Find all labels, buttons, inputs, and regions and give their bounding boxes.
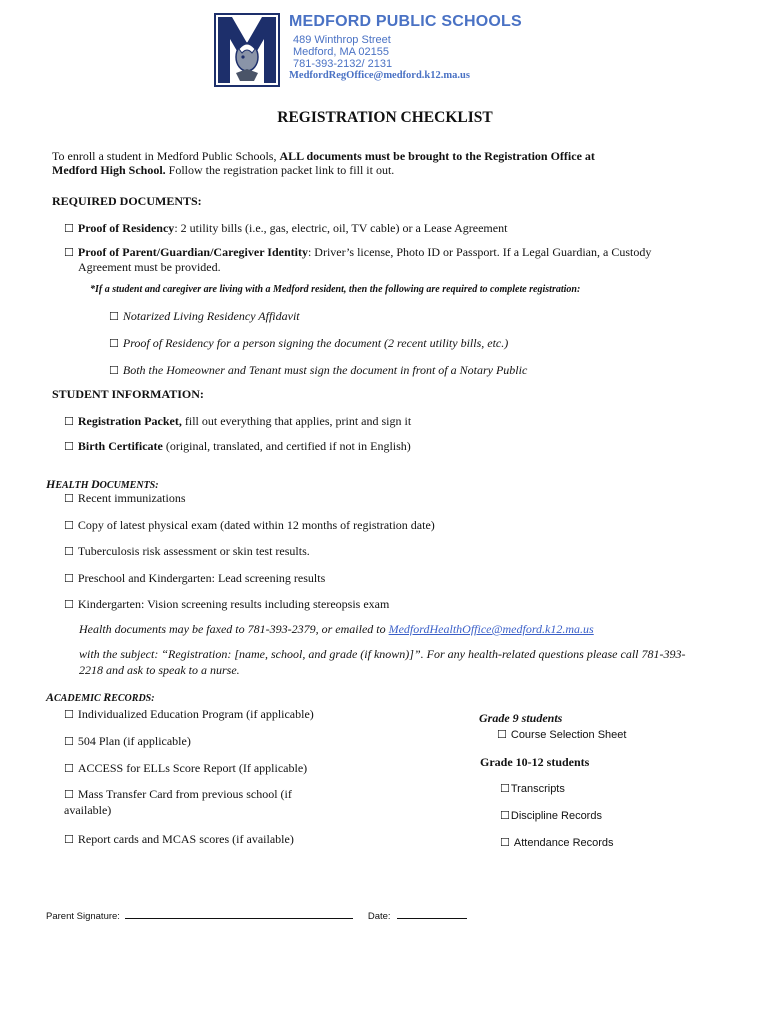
health-item-physical-exam: ☐ Copy of latest physical exam (dated within 12 months of registration date) — [64, 518, 435, 532]
checkbox-icon: ☐ — [64, 440, 74, 453]
checkbox-icon: ☐ — [64, 762, 74, 775]
date-line[interactable] — [397, 918, 467, 919]
academic-item-504: ☐ 504 Plan (if applicable) — [64, 734, 191, 748]
health-documents-heading: HEALTH DOCUMENTS: — [46, 477, 159, 491]
checkbox-icon: ☐ — [64, 519, 74, 532]
checkbox-icon: ☐ — [500, 809, 510, 822]
academic-item-report-cards: ☐ Report cards and MCAS scores (if available) — [64, 832, 294, 846]
grade-9-heading: Grade 9 students — [479, 711, 563, 725]
checkbox-icon: ☐ — [109, 337, 119, 350]
phone-number: 781-393-2132/ 2131 — [293, 58, 393, 70]
signature-line[interactable] — [125, 918, 353, 919]
checkbox-icon: ☐ — [64, 833, 74, 846]
checkbox-icon: ☐ — [109, 310, 119, 323]
address-street: 489 Winthrop Street — [293, 34, 391, 46]
medford-resident-note: *If a student and caregiver are living with a Medford resident, then the following are required to complete registration: — [90, 284, 581, 295]
grade10-item-transcripts: ☐Transcripts — [500, 782, 565, 795]
grade10-item-attendance: ☐ Attendance Records — [500, 836, 614, 849]
checkbox-icon: ☐ — [64, 788, 74, 801]
checkbox-icon: ☐ — [64, 735, 74, 748]
address-city: Medford, MA 02155 — [293, 46, 390, 58]
checkbox-icon: ☐ — [64, 598, 74, 611]
health-item-immunizations: ☐ Recent immunizations — [64, 491, 186, 505]
signature-row — [46, 911, 467, 922]
school-name: MEDFORD PUBLIC SCHOOLS — [289, 13, 522, 30]
health-item-vision-screening: ☐ Kindergarten: Vision screening results including stereopsis exam — [64, 597, 390, 611]
grade10-item-discipline: ☐Discipline Records — [500, 809, 602, 822]
registration-email: MedfordRegOffice@medford.k12.ma.us — [289, 70, 470, 81]
intro-line-2: Medford High School. Follow the registration packet link to fill it out. — [52, 163, 395, 177]
academic-records-heading: ACADEMIC RECORDS: — [46, 690, 155, 704]
checkbox-icon: ☐ — [109, 364, 119, 377]
academic-item-transfer-card: ☐ Mass Transfer Card from previous school (if — [64, 787, 292, 801]
student-information-heading: STUDENT INFORMATION: — [52, 387, 204, 401]
grade9-item-course-selection: ☐ Course Selection Sheet — [497, 728, 627, 741]
checkbox-icon: ☐ — [500, 836, 510, 849]
grade-10-12-heading: Grade 10-12 students — [480, 755, 590, 769]
health-office-email-link[interactable]: MedfordHealthOffice@medford.k12.ma.us — [388, 622, 594, 636]
academic-item-access: ☐ ACCESS for ELLs Score Report (If applicable) — [64, 761, 308, 775]
checkbox-icon: ☐ — [64, 572, 74, 585]
health-subject-line-2: 2218 and ask to speak to a nurse. — [79, 663, 240, 677]
sub-item-affidavit: ☐ Notarized Living Residency Affidavit — [109, 309, 300, 323]
health-item-tuberculosis: ☐ Tuberculosis risk assessment or skin test results. — [64, 544, 310, 558]
intro-line-1: To enroll a student in Medford Public Schools, ALL documents must be brought to the Registration Office at — [52, 149, 595, 163]
checklist-item-residency: ☐ Proof of Residency: 2 utility bills (i.e., gas, electric, oil, TV cable) or a Lease Agreement — [64, 221, 508, 235]
checkbox-icon: ☐ — [64, 708, 74, 721]
medford-logo — [214, 13, 280, 87]
health-fax-note: Health documents may be faxed to 781-393-2379, or emailed to MedfordHealthOffice@medford.k12.ma.us — [79, 622, 594, 636]
checklist-item-registration-packet: ☐ Registration Packet, fill out everything that applies, print and sign it — [64, 414, 412, 428]
page-title: REGISTRATION CHECKLIST — [277, 109, 493, 126]
required-documents-heading: REQUIRED DOCUMENTS: — [52, 194, 202, 208]
date-label: Date: — [367, 911, 391, 922]
checkbox-icon: ☐ — [497, 728, 507, 741]
checkbox-icon: ☐ — [64, 415, 74, 428]
checklist-item-birth-certificate: ☐ Birth Certificate (original, translated, and certified if not in English) — [64, 439, 411, 453]
checkbox-icon: ☐ — [64, 246, 74, 259]
checklist-item-identity: ☐ Proof of Parent/Guardian/Caregiver Identity: Driver’s license, Photo ID or Passport. If a Legal Guardian, a Custody — [64, 245, 652, 259]
transfer-card-continued: available) — [64, 803, 112, 817]
signature-label: Parent Signature: — [46, 911, 120, 922]
sub-item-notary: ☐ Both the Homeowner and Tenant must sign the document in front of a Notary Public — [109, 363, 528, 377]
checkbox-icon: ☐ — [64, 545, 74, 558]
checkbox-icon: ☐ — [64, 492, 74, 505]
sub-item-proof-residency: ☐ Proof of Residency for a person signing the document (2 recent utility bills, etc.) — [109, 336, 509, 350]
identity-continued: Agreement must be provided. — [78, 260, 221, 274]
academic-item-iep: ☐ Individualized Education Program (if applicable) — [64, 707, 314, 721]
health-item-lead-screening: ☐ Preschool and Kindergarten: Lead screening results — [64, 571, 326, 585]
checkbox-icon: ☐ — [64, 222, 74, 235]
health-subject-line-1: with the subject: “Registration: [name, school, and grade (if known)]”. For any health-related questions please call 781-393- — [79, 647, 686, 661]
checkbox-icon: ☐ — [500, 782, 510, 795]
